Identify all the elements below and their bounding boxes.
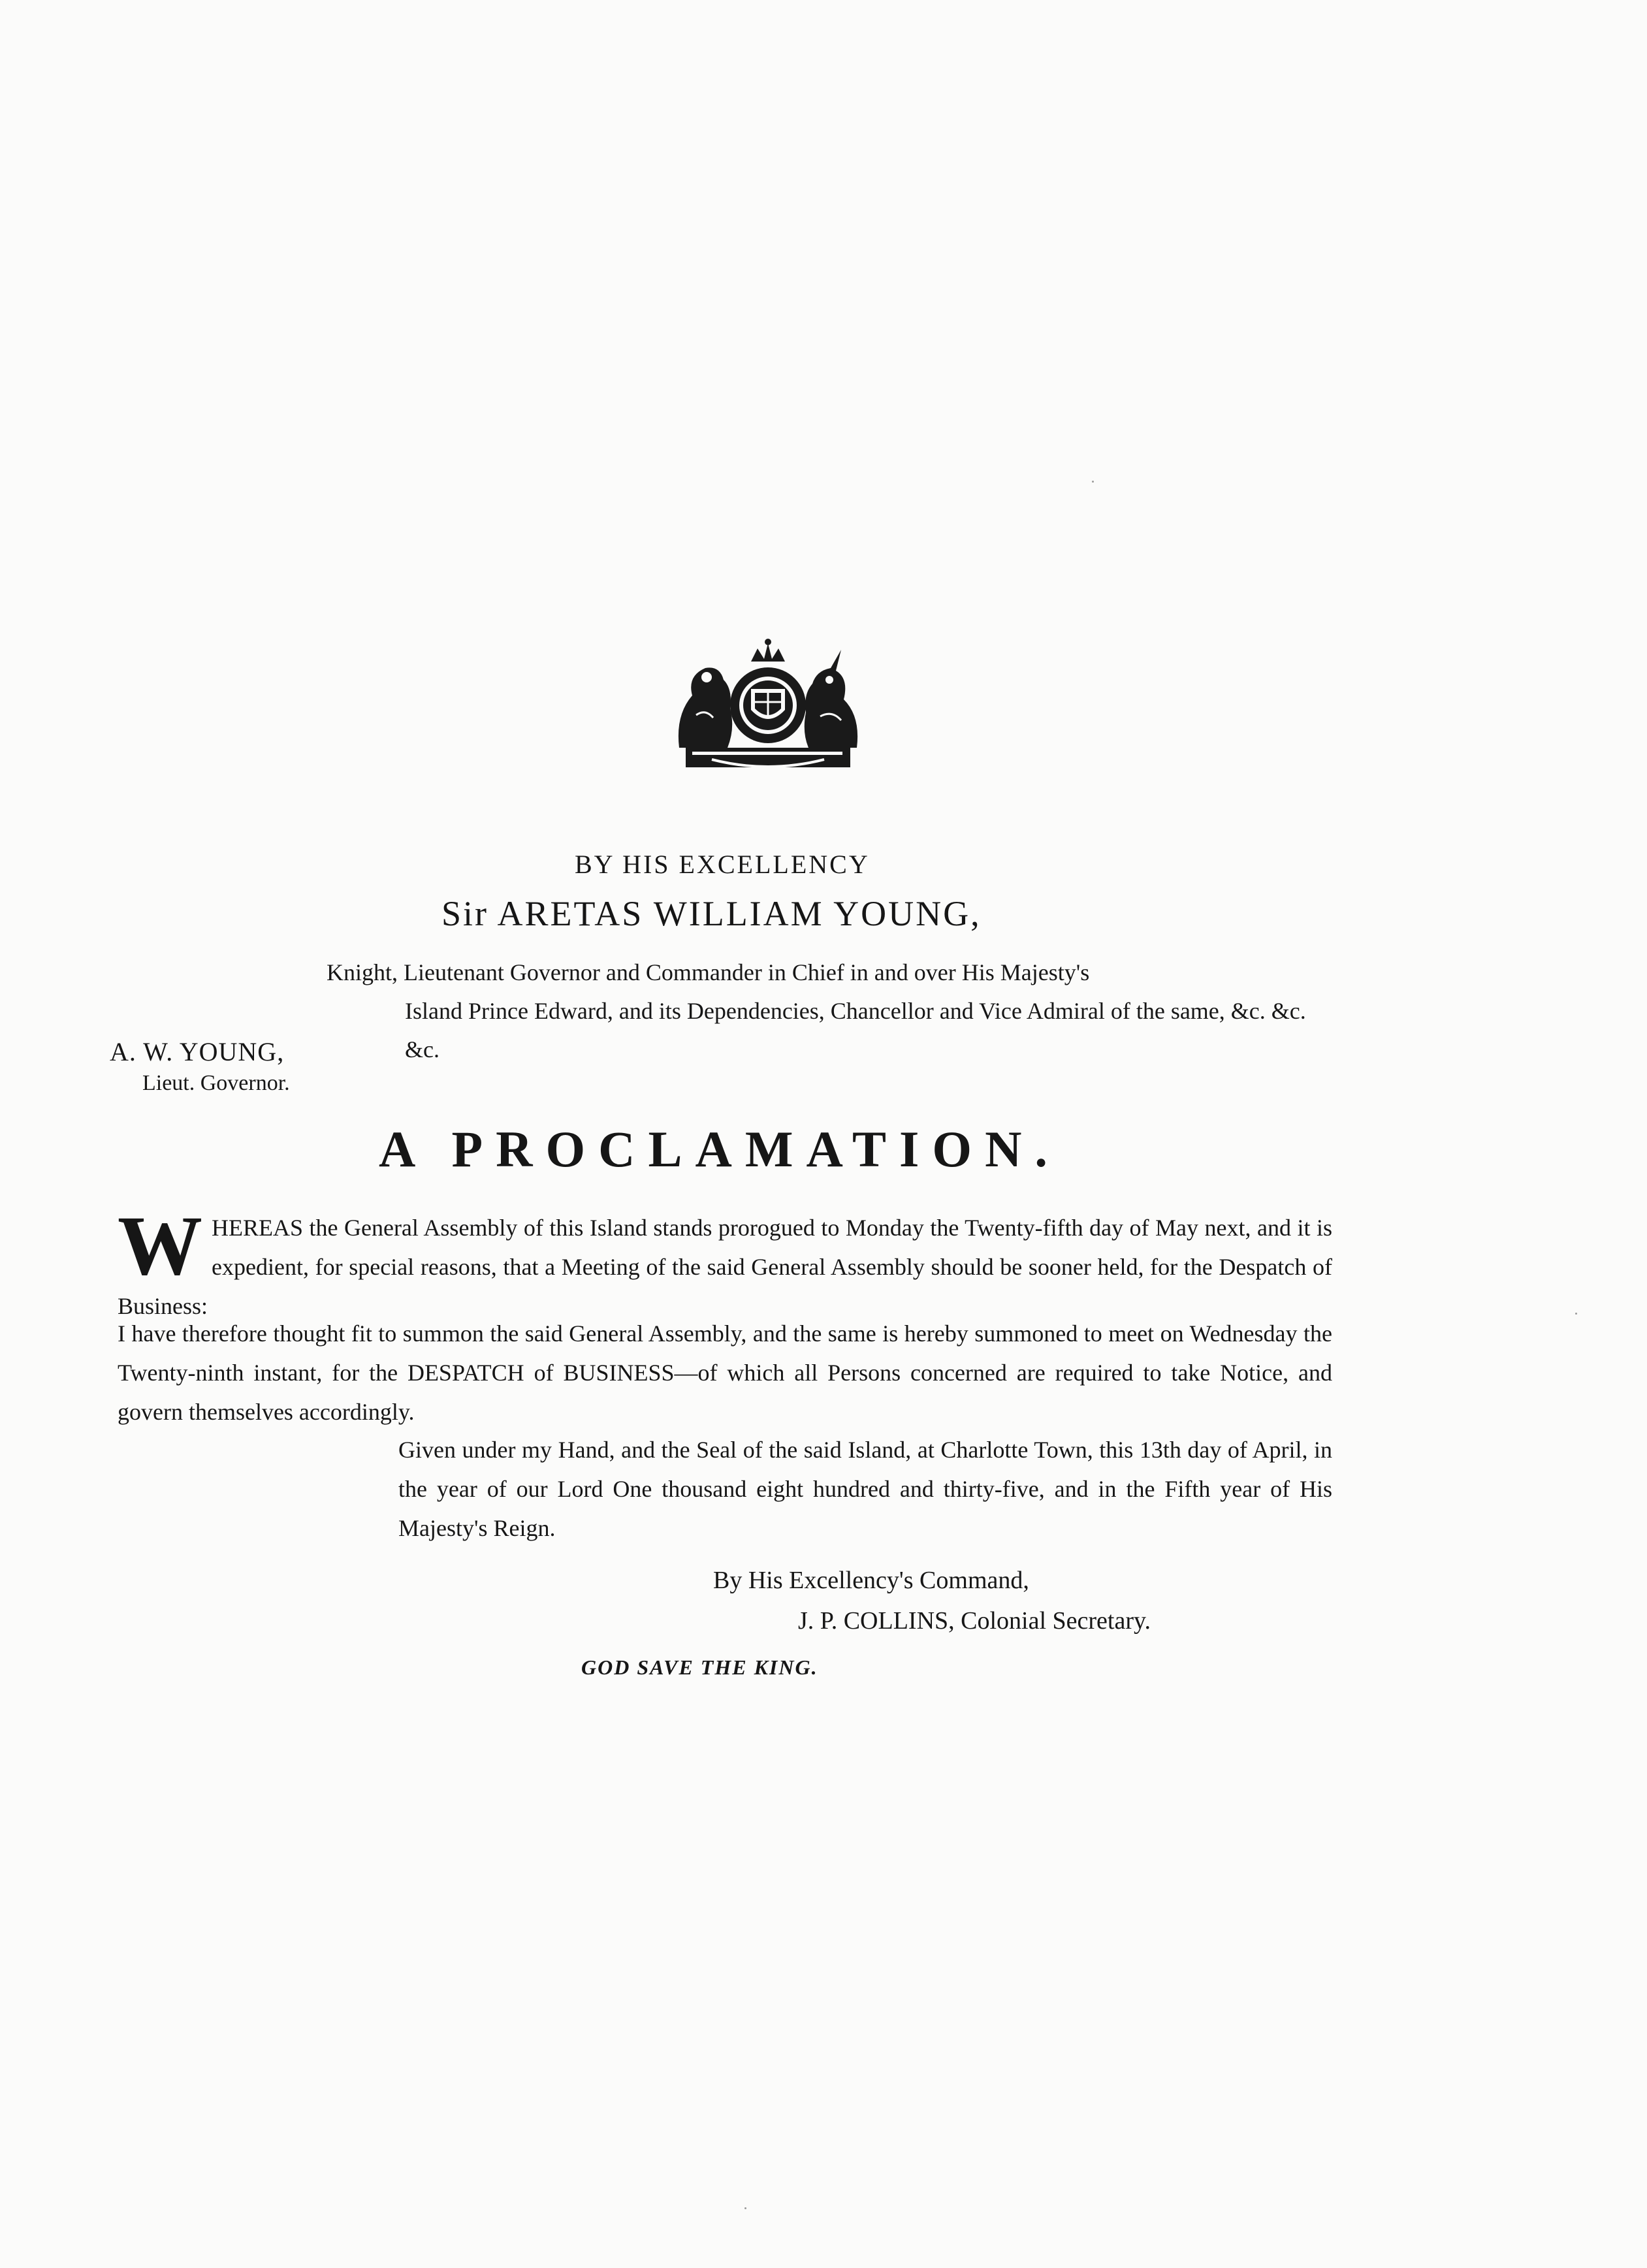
titles-line-1: Knight, Lieutenant Governor and Commander in Chief in and over His Majesty's xyxy=(327,959,1090,985)
drop-cap: W xyxy=(118,1199,202,1293)
by-his-excellency-line: BY HIS EXCELLENCY xyxy=(575,850,870,879)
paper-speck xyxy=(744,2207,746,2209)
paper-speck xyxy=(1092,481,1094,483)
command-line: By His Excellency's Command, xyxy=(713,1567,1029,1594)
given-under-paragraph: Given under my Hand, and the Seal of the said Island, at Charlotte Town, this 13th day of April, in the year of our Lord One thousand eight hundred and thirty-five, and in the Fifth year of His Majesty's Reign. xyxy=(398,1437,1332,1541)
summons-paragraph: I have therefore thought fit to summon the said General Assembly, and the same is hereby summoned to meet on Wednesday the Twenty-ninth instant, for the DESPATCH of BUSINESS—of which all Persons concerned are required to take Notice, and govern themselves accordingly. xyxy=(118,1320,1332,1425)
royal-coat-of-arms-icon xyxy=(673,637,863,773)
signature-title: Lieut. Governor. xyxy=(142,1071,290,1095)
whereas-paragraph xyxy=(118,1199,1332,1326)
signature-name: A. W. YOUNG, xyxy=(110,1037,285,1066)
paper-speck xyxy=(1575,1313,1577,1315)
governor-name: Sir ARETAS WILLIAM YOUNG, xyxy=(441,894,982,933)
titles-continued: Island Prince Edward, and its Dependencies, Chancellor and Vice Admiral of the same, &c. &c. &c. xyxy=(405,998,1306,1062)
proclamation-heading: A PROCLAMATION. xyxy=(379,1121,1061,1177)
secretary-signature: J. P. COLLINS, Colonial Secretary. xyxy=(798,1607,1151,1635)
whereas-text: HEREAS the General Assembly of this Island stands prorogued to Monday the Twenty-fifth day of May next, and it is expedient, for special reasons, that a Meeting of the said General Assembly should be sooner held, for the Despatch of Business: xyxy=(118,1215,1332,1319)
god-save-the-king: GOD SAVE THE KING. xyxy=(581,1655,818,1679)
governor-titles xyxy=(327,953,1332,1069)
